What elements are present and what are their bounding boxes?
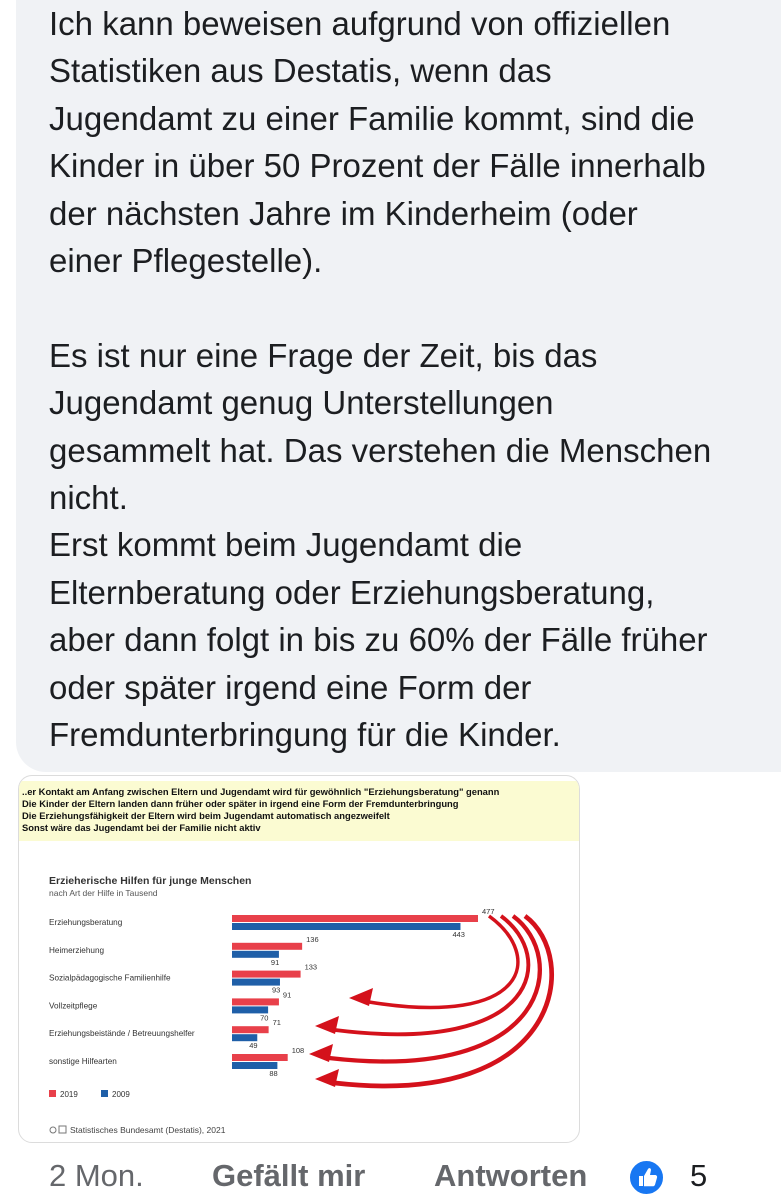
value-label: 49 bbox=[249, 1041, 258, 1051]
banner-line: Die Erziehungsfähigkeit der Eltern wird beim Jugendamt automatisch angezweifelt bbox=[22, 810, 390, 821]
arrow-head bbox=[315, 1069, 339, 1087]
like-button[interactable]: Gefällt mir bbox=[212, 1158, 366, 1193]
legend-label: 2019 bbox=[60, 1090, 78, 1099]
value-label: 71 bbox=[272, 1018, 281, 1028]
bar-2009 bbox=[232, 1034, 257, 1041]
arrow-head bbox=[349, 988, 373, 1006]
bar-2009 bbox=[232, 1006, 268, 1013]
comment-line: Statistiken aus Destatis, wenn das bbox=[49, 52, 552, 90]
comment-paragraph-1 bbox=[49, 0, 779, 284]
comment-paragraph-2 bbox=[49, 332, 779, 522]
value-label: 93 bbox=[271, 985, 281, 995]
value-label: 91 bbox=[282, 990, 292, 1000]
comment-line: nicht. bbox=[49, 479, 128, 517]
comment-line: Fremdunterbringung für die Kinder. bbox=[49, 716, 561, 754]
chart-title: Erzieherische Hilfen für junge Menschen bbox=[49, 875, 252, 887]
category-label: Heimerziehung bbox=[49, 945, 105, 955]
bar-2019 bbox=[232, 1026, 269, 1033]
comment-line: Erst kommt beim Jugendamt die bbox=[49, 526, 523, 564]
comment-line: aber dann folgt in bis zu 60% der Fälle früher bbox=[49, 621, 708, 659]
source-line bbox=[50, 1125, 226, 1135]
category-label: Erziehungsbeistände / Betreuungshelfer bbox=[49, 1029, 195, 1039]
destatis-logo bbox=[50, 1126, 66, 1133]
comment-line: Es ist nur eine Frage der Zeit, bis das bbox=[49, 336, 598, 374]
comment-line: Jugendamt zu einer Familie kommt, sind die bbox=[49, 99, 695, 137]
banner-line: ..er Kontakt am Anfang zwischen Eltern und Jugendamt wird für gewöhnlich "Erziehungsberatung" genann bbox=[22, 786, 500, 797]
comment-line: Jugendamt genug Unterstellungen bbox=[49, 384, 554, 422]
attached-chart-image[interactable] bbox=[18, 775, 580, 1143]
arrow-annotations bbox=[309, 916, 552, 1087]
value-label: 133 bbox=[304, 962, 318, 972]
comment-line: gesammelt hat. Das verstehen die Menschen bbox=[49, 431, 712, 469]
value-label: 108 bbox=[291, 1046, 305, 1055]
category-label: Erziehungsberatung bbox=[49, 918, 123, 927]
value-label: 477 bbox=[482, 907, 495, 916]
category-label: Sozialpädagogische Familienhilfe bbox=[49, 973, 171, 983]
value-label: 443 bbox=[452, 930, 465, 939]
reply-button[interactable]: Antworten bbox=[434, 1158, 588, 1193]
comment-line: Kinder in über 50 Prozent der Fälle innerhalb bbox=[49, 147, 706, 185]
chart-legend bbox=[49, 1090, 130, 1099]
comment-actions bbox=[0, 1150, 781, 1200]
source-text: Statistisches Bundesamt (Destatis), 2021 bbox=[70, 1125, 226, 1135]
bar-2019 bbox=[232, 1054, 288, 1061]
comment-paragraph-3 bbox=[49, 521, 779, 758]
comment-time[interactable]: 2 Mon. bbox=[49, 1158, 144, 1193]
bar-2009 bbox=[232, 1062, 277, 1069]
comment-line: Elternberatung oder Erziehungsberatung, bbox=[49, 573, 655, 611]
arrow-head bbox=[309, 1044, 333, 1062]
bar-2009 bbox=[232, 951, 279, 958]
bar-chart bbox=[19, 776, 579, 1142]
bar-2019 bbox=[232, 943, 302, 950]
legend-swatch bbox=[101, 1090, 108, 1097]
category-label: sonstige Hilfearten bbox=[49, 1057, 117, 1066]
comment-text bbox=[49, 0, 779, 758]
value-label: 88 bbox=[269, 1069, 278, 1078]
bar-2019 bbox=[232, 971, 301, 978]
comment-line: der nächsten Jahre im Kinderheim (oder bbox=[49, 194, 638, 232]
bar-2009 bbox=[232, 979, 280, 986]
value-label: 91 bbox=[270, 957, 280, 967]
comment-line: einer Pflegestelle). bbox=[49, 242, 323, 280]
arrow-head bbox=[315, 1016, 339, 1034]
banner-line: Die Kinder der Eltern landen dann früher oder später in irgend eine Form der Fremdunterbringung bbox=[22, 798, 459, 809]
bar-2019 bbox=[232, 998, 279, 1005]
bar-2009 bbox=[232, 923, 460, 930]
chart-subtitle: nach Art der Hilfe in Tausend bbox=[49, 888, 158, 898]
comment-line: Ich kann beweisen aufgrund von offiziellen bbox=[49, 5, 671, 42]
banner-line: Sonst wäre das Jugendamt bei der Familie nicht aktiv bbox=[22, 822, 261, 833]
thumbs-up-icon[interactable] bbox=[628, 1159, 665, 1196]
value-label: 136 bbox=[306, 934, 319, 944]
value-label: 70 bbox=[260, 1013, 269, 1023]
category-label: Vollzeitpflege bbox=[49, 1001, 98, 1011]
legend-swatch bbox=[49, 1090, 56, 1097]
legend-label: 2009 bbox=[112, 1090, 130, 1099]
arrow-curve bbox=[335, 916, 528, 1034]
reaction-count[interactable]: 5 bbox=[690, 1158, 708, 1193]
bar-2019 bbox=[232, 915, 478, 922]
comment-line: oder später irgend eine Form der bbox=[49, 668, 532, 706]
